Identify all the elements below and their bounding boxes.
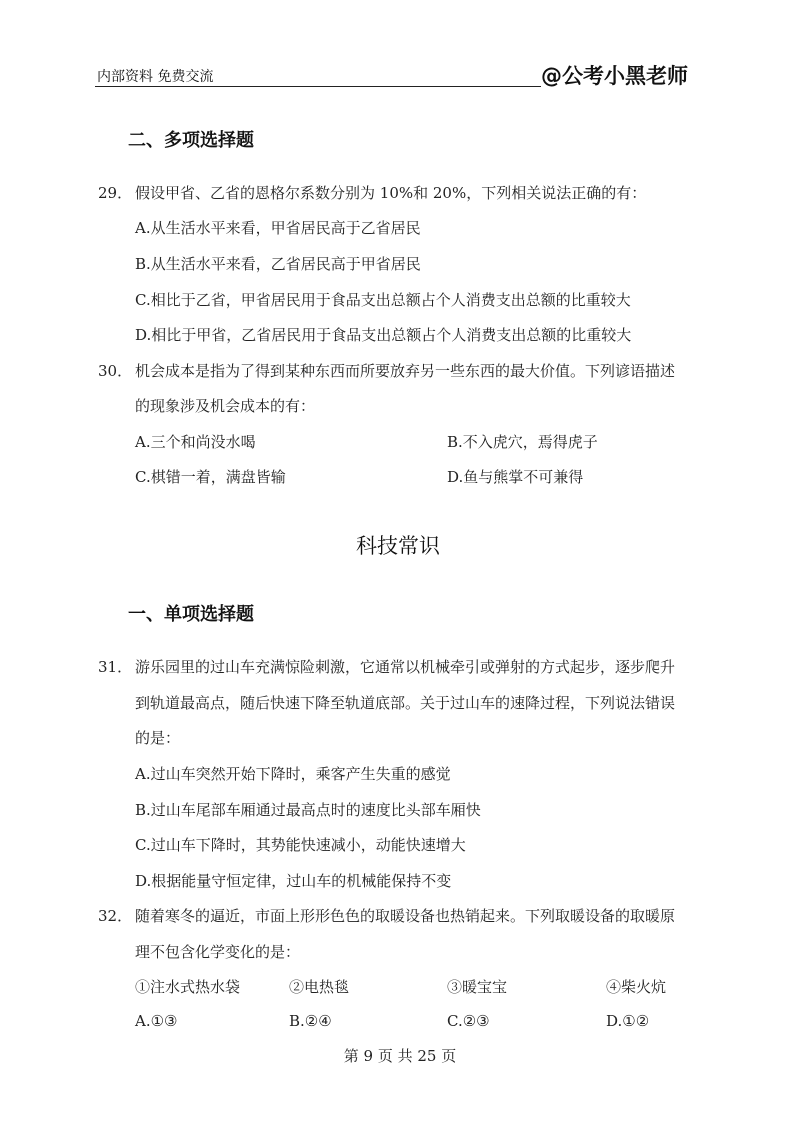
header-rule (95, 86, 541, 87)
question-stem-29: 假设甲省、乙省的恩格尔系数分别为 10%和 20%，下列相关说法正确的有： (135, 184, 647, 202)
item-32-3: ③暖宝宝 (447, 978, 508, 996)
item-32-1: ①注水式热水袋 (135, 978, 241, 996)
option-30-b: B.不入虎穴，焉得虎子 (447, 433, 598, 451)
section-title-single: 一、单项选择题 (128, 604, 254, 625)
option-32-c: C.②③ (447, 1012, 490, 1030)
question-stem-31-line3: 的是： (135, 729, 181, 747)
question-stem-31-line1: 游乐园里的过山车充满惊险刺激，它通常以机械牵引或弹射的方式起步，逐步爬升 (135, 658, 676, 676)
header-left-text: 内部资料 免费交流 (97, 69, 214, 85)
option-31-a: A.过山车突然开始下降时，乘客产生失重的感觉 (135, 765, 451, 783)
option-29-d: D.相比于甲省，乙省居民用于食品支出总额占个人消费支出总额的比重较大 (135, 326, 632, 344)
question-number-29: 29． (98, 184, 133, 202)
question-stem-30-line1: 机会成本是指为了得到某种东西而所要放弃另一些东西的最大价值。下列谚语描述 (135, 362, 676, 380)
option-31-d: D.根据能量守恒定律，过山车的机械能保持不变 (135, 872, 452, 890)
option-32-d: D.①② (606, 1012, 650, 1030)
question-number-32: 32． (98, 907, 133, 925)
option-32-a: A.①③ (135, 1012, 178, 1030)
question-stem-30-line2: 的现象涉及机会成本的有： (135, 397, 316, 415)
page-number: 第 9 页 共 25 页 (343, 1047, 457, 1065)
question-number-31: 31． (98, 658, 133, 676)
question-stem-32-line1: 随着寒冬的逼近，市面上形形色色的取暖设备也热销起来。下列取暖设备的取暖原 (135, 907, 676, 925)
item-32-4: ④柴火炕 (606, 978, 667, 996)
item-32-2: ②电热毯 (289, 978, 350, 996)
option-32-b: B.②④ (289, 1012, 332, 1030)
option-31-b: B.过山车尾部车厢通过最高点时的速度比头部车厢快 (135, 801, 481, 819)
option-31-c: C.过山车下降时，其势能快速减小，动能快速增大 (135, 836, 466, 854)
option-30-d: D.鱼与熊掌不可兼得 (447, 468, 584, 486)
chapter-title: 科技常识 (356, 534, 440, 558)
option-29-a: A.从生活水平来看，甲省居民高于乙省居民 (135, 219, 421, 237)
question-stem-31-line2: 到轨道最高点，随后快速下降至轨道底部。关于过山车的速降过程，下列说法错误 (135, 694, 676, 712)
section-title-multi: 二、多项选择题 (128, 130, 254, 151)
header-right-text: @公考小黑老师 (541, 64, 688, 88)
option-29-c: C.相比于乙省，甲省居民用于食品支出总额占个人消费支出总额的比重较大 (135, 291, 631, 309)
option-30-c: C.棋错一着，满盘皆输 (135, 468, 286, 486)
question-stem-32-line2: 理不包含化学变化的是： (135, 943, 301, 961)
option-29-b: B.从生活水平来看，乙省居民高于甲省居民 (135, 255, 421, 273)
question-number-30: 30． (98, 362, 133, 380)
option-30-a: A.三个和尚没水喝 (135, 433, 256, 451)
